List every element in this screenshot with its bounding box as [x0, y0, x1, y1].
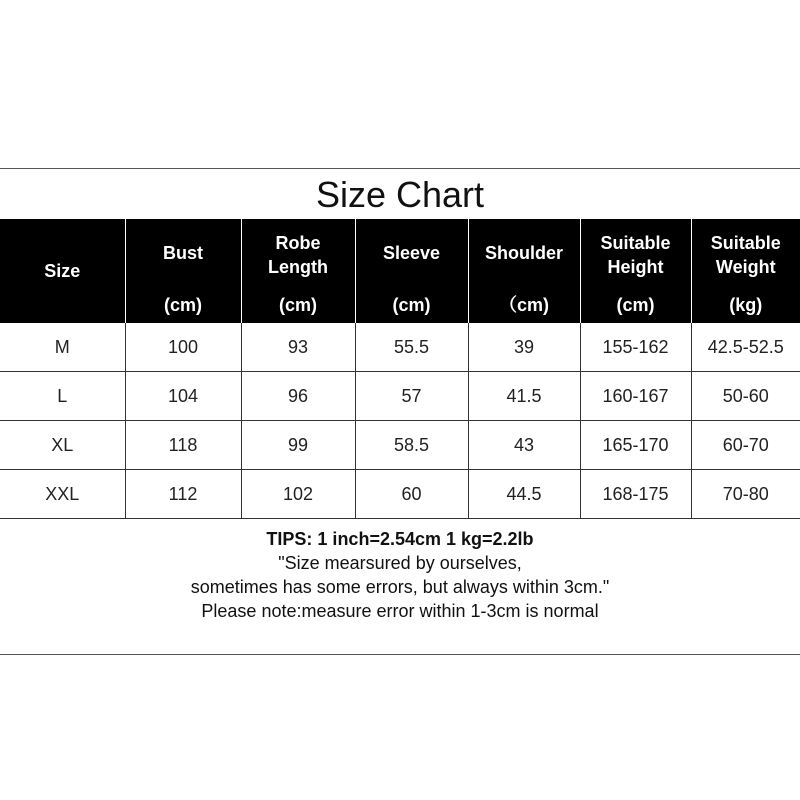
header-shoulder-label: Shoulder	[484, 243, 563, 263]
tips-line-3: Please note:measure error within 1-3cm is normal	[201, 601, 599, 621]
cell-bust: 112	[125, 470, 241, 519]
cell-height: 160-167	[580, 372, 691, 421]
cell-robe-length: 99	[241, 421, 355, 470]
table-row	[0, 470, 800, 519]
cell-weight: 70-80	[691, 470, 800, 519]
cell-size: L	[0, 372, 125, 421]
header-suitable-weight-label: Suitable Weight	[710, 233, 781, 277]
cell-robe-length: 96	[241, 372, 355, 421]
chart-title: Size Chart	[315, 174, 485, 215]
header-sleeve-label: Sleeve	[382, 243, 441, 263]
header-robe-length-label: Robe Length	[268, 233, 328, 277]
cell-robe-length: 93	[241, 323, 355, 372]
cell-bust: 104	[125, 372, 241, 421]
tips-line-1: "Size mearsured by ourselves,	[278, 553, 522, 573]
tips-section	[0, 519, 800, 623]
header-sleeve	[355, 219, 468, 323]
size-table	[0, 219, 800, 519]
header-bust-label: Bust	[163, 243, 203, 263]
cell-shoulder: 43	[468, 421, 580, 470]
header-robe-length-unit: (cm)	[278, 295, 317, 315]
tips-line-2: sometimes has some errors, but always within 3cm."	[190, 577, 610, 597]
cell-shoulder: 41.5	[468, 372, 580, 421]
header-size-label: Size	[44, 260, 81, 281]
table-row	[0, 323, 800, 372]
table-row	[0, 372, 800, 421]
cell-weight: 50-60	[691, 372, 800, 421]
cell-shoulder: 44.5	[468, 470, 580, 519]
header-bust	[125, 219, 241, 323]
cell-shoulder: 39	[468, 323, 580, 372]
cell-bust: 118	[125, 421, 241, 470]
cell-sleeve: 57	[355, 372, 468, 421]
header-suitable-weight-unit: (kg)	[729, 295, 763, 315]
cell-weight: 42.5-52.5	[691, 323, 800, 372]
cell-height: 168-175	[580, 470, 691, 519]
header-sleeve-unit: (cm)	[392, 295, 431, 315]
tips-headline: TIPS: 1 inch=2.54cm 1 kg=2.2lb	[266, 529, 534, 549]
header-suitable-weight	[691, 219, 800, 323]
cell-height: 155-162	[580, 323, 691, 372]
cell-size: XXL	[0, 470, 125, 519]
cell-bust: 100	[125, 323, 241, 372]
cell-robe-length: 102	[241, 470, 355, 519]
header-bust-unit: (cm)	[163, 295, 202, 315]
table-row	[0, 421, 800, 470]
cell-sleeve: 60	[355, 470, 468, 519]
cell-sleeve: 58.5	[355, 421, 468, 470]
header-suitable-height	[580, 219, 691, 323]
cell-height: 165-170	[580, 421, 691, 470]
header-suitable-height-unit: (cm)	[616, 295, 655, 315]
header-shoulder	[468, 219, 580, 323]
header-robe-length	[241, 219, 355, 323]
cell-size: XL	[0, 421, 125, 470]
header-shoulder-unit: （cm)	[498, 295, 549, 315]
cell-weight: 60-70	[691, 421, 800, 470]
header-row	[0, 219, 800, 323]
header-suitable-height-label: Suitable Height	[600, 233, 671, 277]
header-size	[0, 219, 125, 323]
cell-sleeve: 55.5	[355, 323, 468, 372]
cell-size: M	[0, 323, 125, 372]
size-chart	[0, 168, 800, 655]
